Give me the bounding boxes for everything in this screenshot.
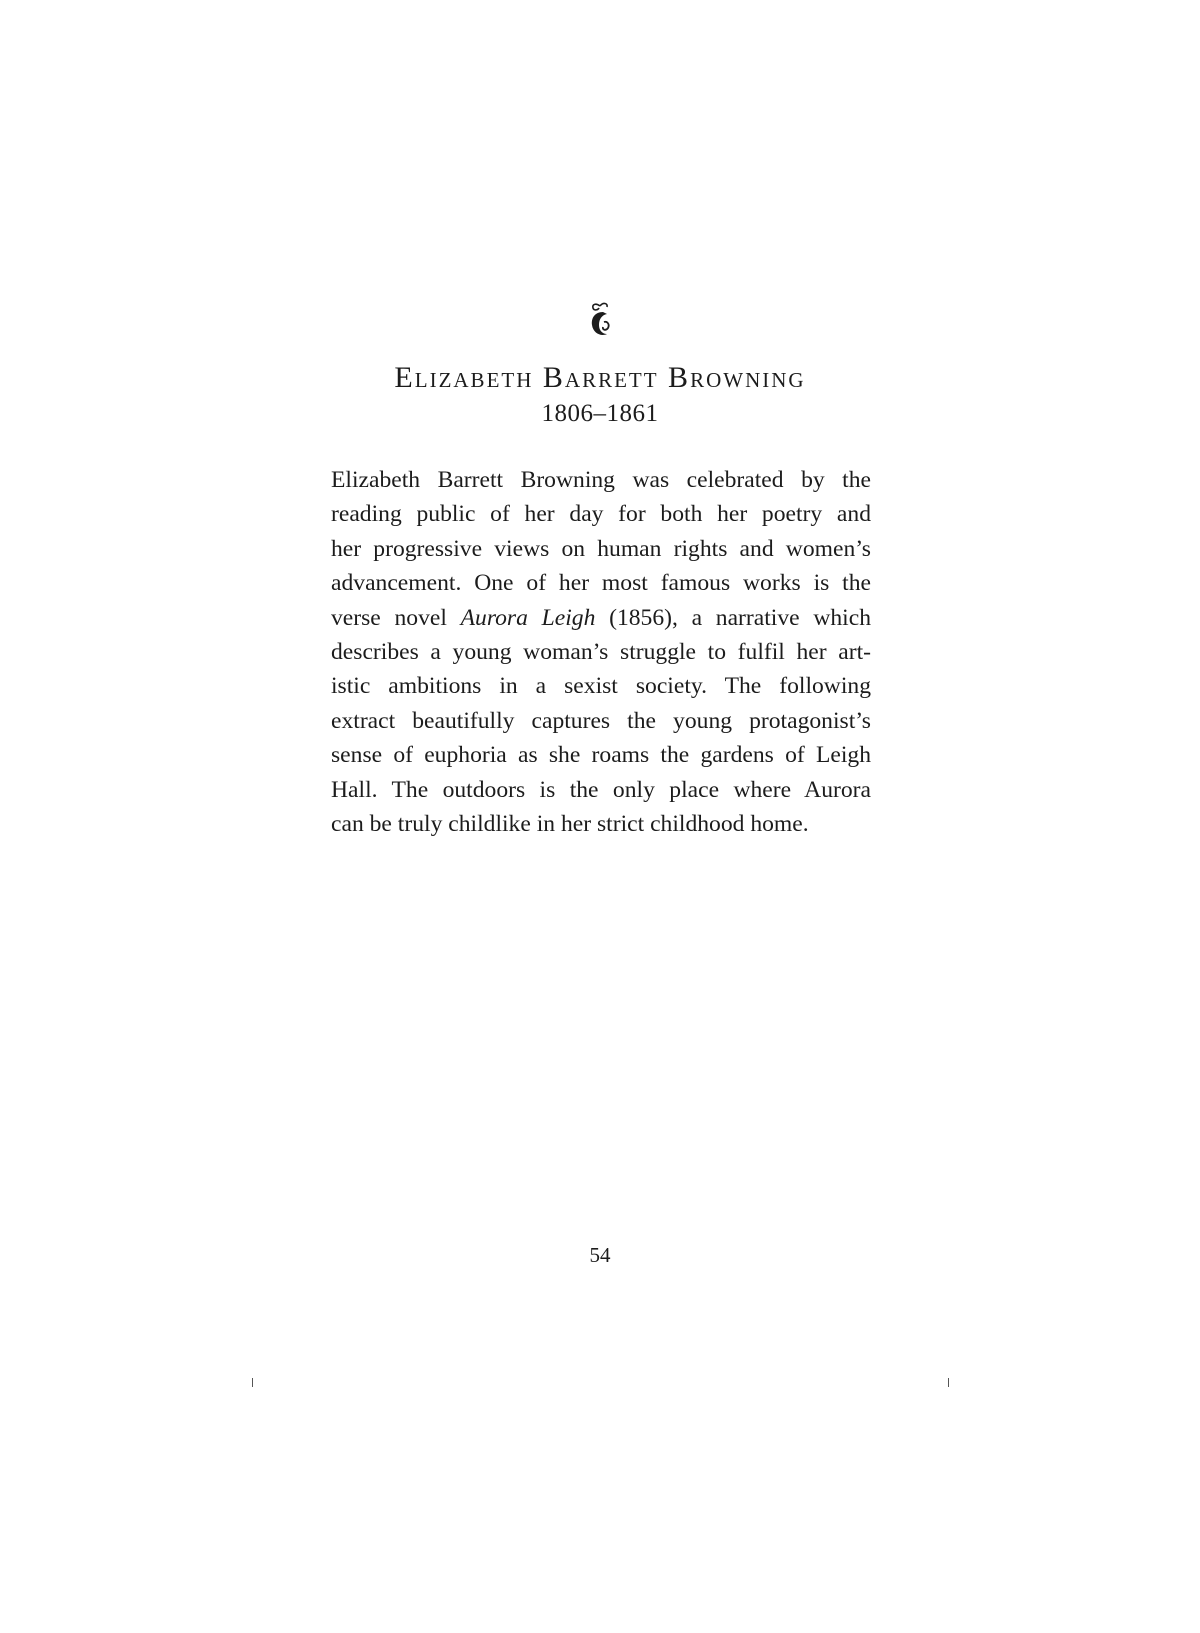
book-title-italic: Aurora Leigh [460,604,596,631]
page-number: 54 [589,1243,611,1267]
author-dates: 1806–1861 [541,400,659,427]
paragraph-line: reading public of her day for both her poetry and [331,501,871,528]
paragraph-line: istic ambitions in a sexist society. The following [331,673,871,700]
paragraph-line: Elizabeth Barrett Browning was celebrated by the [331,467,871,493]
paragraph-line: Hall. The outdoors is the only place where Aurora [331,776,871,803]
paragraph-line: can be truly childlike in her strict childhood home. [331,811,809,838]
text-segment: verse novel [331,604,461,631]
author-name: Elizabeth Barrett Browning [394,361,806,394]
paragraph-line: extract beautifully captures the young protagonist’s [331,707,871,734]
biography-paragraph [331,463,871,841]
paragraph-line: sense of euphoria as she roams the gardens of Leigh [331,742,871,769]
paragraph-line [331,601,871,635]
crop-mark-left [252,1378,253,1387]
paragraph-line: advancement. One of her most famous works is the [331,570,871,597]
fleuron-icon [585,300,615,340]
paragraph-line: describes a young woman’s struggle to fulfil her art- [331,639,871,666]
paragraph-line: her progressive views on human rights and women’s [331,535,871,562]
crop-mark-right [948,1378,949,1387]
text-segment: (1856), a narrative which [595,604,871,631]
